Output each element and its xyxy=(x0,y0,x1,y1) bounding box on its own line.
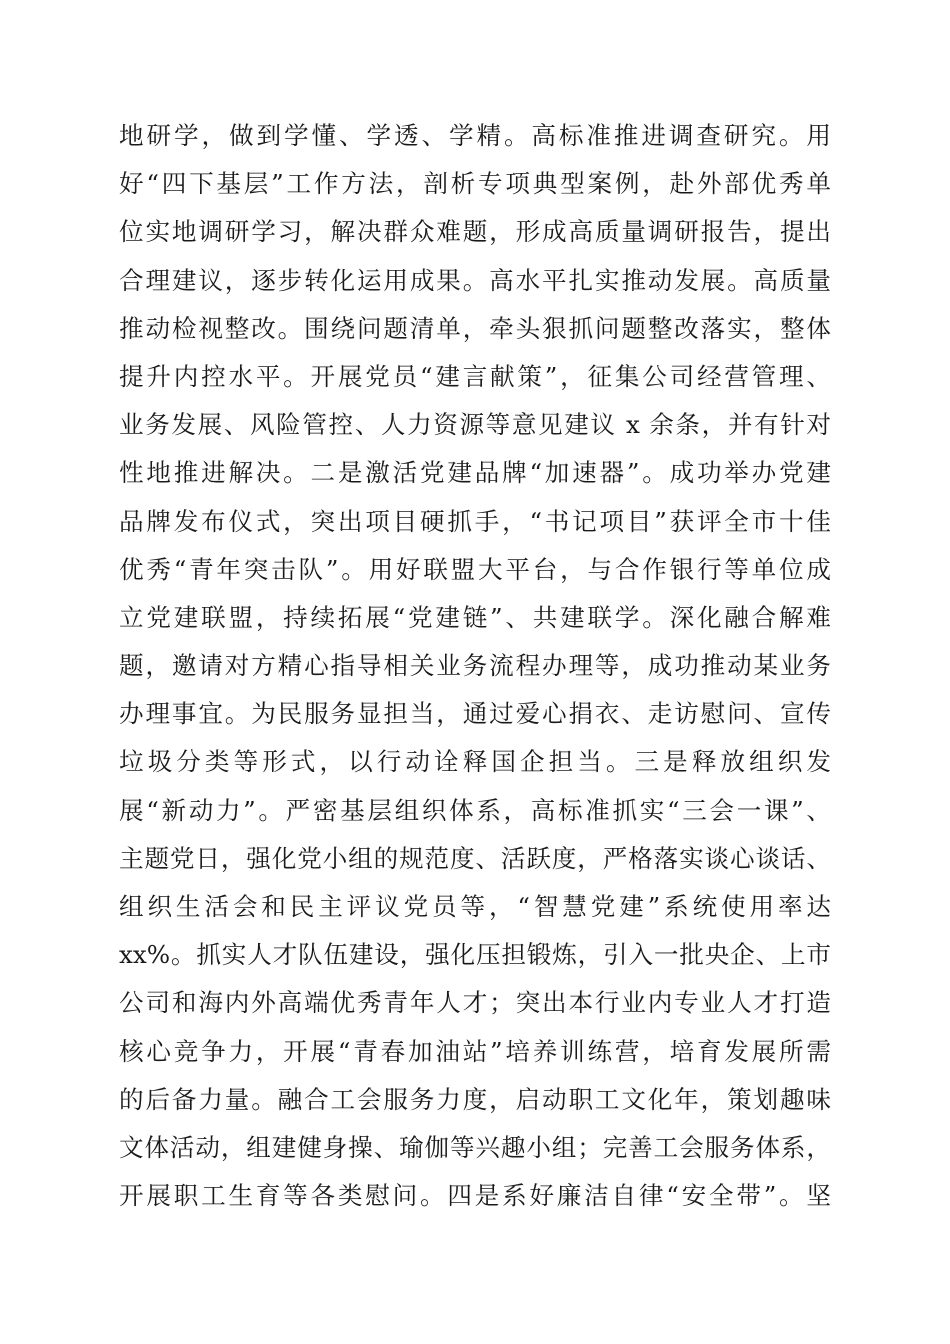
text-line: 核心竞争力，开展“青春加油站”培养训练营，培育发展所需 xyxy=(119,1036,831,1066)
text-line: 好“四下基层”工作方法，剖析专项典型案例，赴外部优秀单 xyxy=(119,169,831,199)
text-line: 性地推进解决。二是激活党建品牌“加速器”。成功举办党建 xyxy=(119,458,831,488)
text-line: 地研学，做到学懂、学透、学精。高标准推进调查研究。用 xyxy=(119,121,831,150)
text-line: xx%。抓实人才队伍建设，强化压担锻炼，引入一批央企、上市 xyxy=(119,940,831,970)
text-line: 推动检视整改。围绕问题清单，牵头狠抓问题整改落实，整体 xyxy=(119,313,831,343)
text-line: 开展职工生育等各类慰问。四是系好廉洁自律“安全带”。坚 xyxy=(119,1181,831,1211)
body-text xyxy=(119,112,831,1220)
text-line: 业务发展、风险管控、人力资源等意见建议 x 余条，并有针对 xyxy=(119,410,831,440)
text-line: 位实地调研学习，解决群众难题，形成高质量调研报告，提出 xyxy=(119,217,831,247)
text-line: 公司和海内外高端优秀青年人才；突出本行业内专业人才打造 xyxy=(119,988,831,1018)
text-line: 办理事宜。为民服务显担当，通过爱心捐衣、走访慰问、宣传 xyxy=(119,699,831,729)
text-line: 垃圾分类等形式，以行动诠释国企担当。三是释放组织发 xyxy=(119,747,831,777)
text-line: 文体活动，组建健身操、瑜伽等兴趣小组；完善工会服务体系， xyxy=(119,1132,831,1162)
text-line: 主题党日，强化党小组的规范度、活跃度，严格落实谈心谈话、 xyxy=(119,843,831,873)
text-line: 合理建议，逐步转化运用成果。高水平扎实推动发展。高质量 xyxy=(119,265,831,295)
text-line: 提升内控水平。开展党员“建言献策”，征集公司经营管理、 xyxy=(119,361,831,391)
text-line: 组织生活会和民主评议党员等，“智慧党建”系统使用率达 xyxy=(119,892,831,921)
text-line: 展“新动力”。严密基层组织体系，高标准抓实“三会一课”、 xyxy=(119,795,831,825)
text-line: 题，邀请对方精心指导相关业务流程办理等，成功推动某业务 xyxy=(119,651,831,681)
text-line: 的后备力量。融合工会服务力度，启动职工文化年，策划趣味 xyxy=(119,1084,831,1114)
text-line: 品牌发布仪式，突出项目硬抓手，“书记项目”获评全市十佳 xyxy=(119,506,831,536)
text-line: 立党建联盟，持续拓展“党建链”、共建联学。深化融合解难 xyxy=(119,602,831,632)
text-line: 优秀“青年突击队”。用好联盟大平台，与合作银行等单位成 xyxy=(119,554,831,584)
